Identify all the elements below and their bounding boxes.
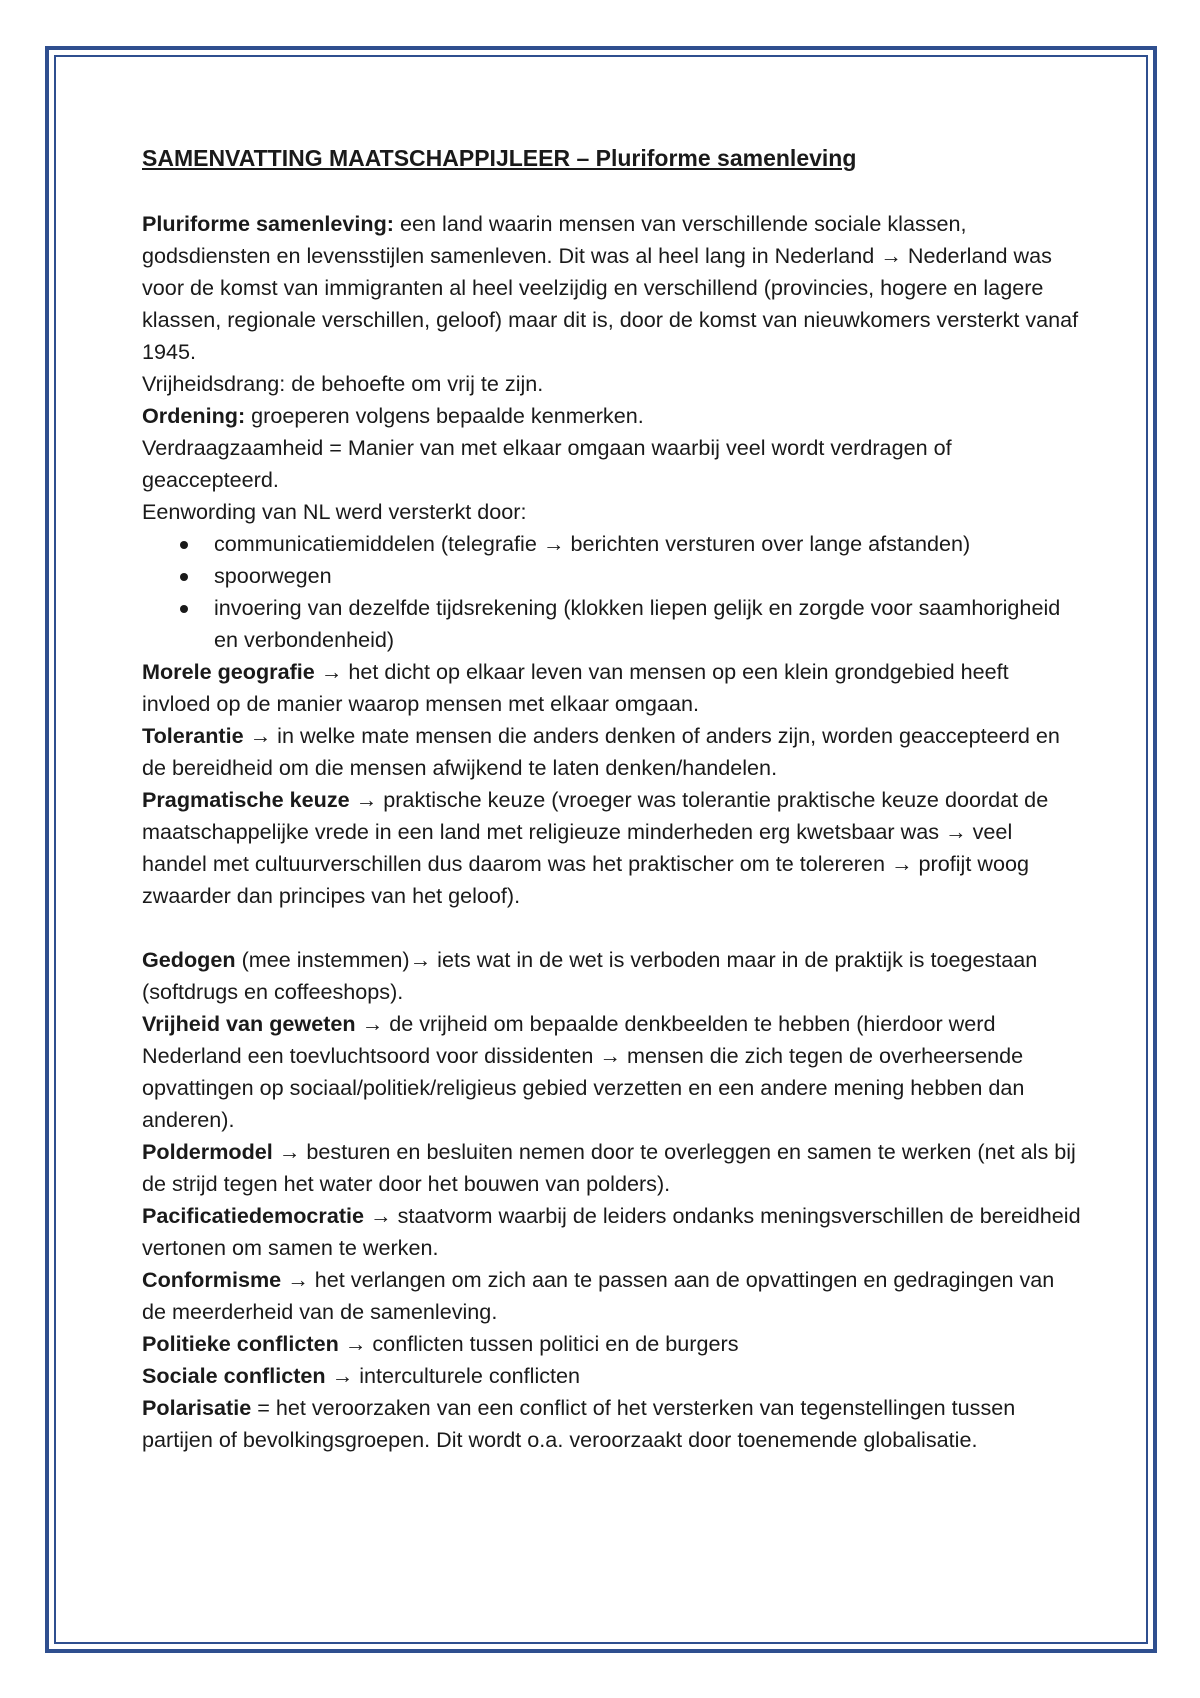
arrow-icon: → — [890, 851, 913, 876]
definition-text: het dicht op elkaar leven van mensen op een klein grondgebied heeft invloed op de manier waarop mensen met elkaar omgaan. — [142, 659, 1009, 716]
arrow-icon: → — [287, 1267, 309, 1292]
arrow-icon: → — [331, 1363, 354, 1388]
definition-text: iets wat in de wet is verboden maar in de praktijk is toegestaan (softdrugs en coffeeshops). — [142, 947, 1038, 1004]
page-title: SAMENVATTING MAATSCHAPPIJLEER – Pluriforme samenleving — [142, 145, 857, 171]
definition-text: mensen die zich tegen de overheersende opvattingen op sociaal/politiek/religieus gebied verzetten en een andere mening hebben dan anderen). — [142, 1043, 1025, 1132]
definition-text: Nederland was voor de komst van immigranten al heel veelzijdig en verschillend (provincies, hogere en lagere klassen, regionale verschillen, geloof) maar dit is, door de komst van nieuwkomers versterkt vanaf 1945. — [142, 243, 1079, 364]
definition-ordening — [142, 400, 1082, 432]
document-body — [142, 140, 1082, 1456]
definition-politieke-conflicten — [142, 1328, 1082, 1360]
definition-vrijheid-van-geweten — [142, 1008, 1082, 1136]
arrow-icon: → — [370, 1203, 392, 1228]
definition-text: conflicten tussen politici en de burgers — [366, 1331, 739, 1356]
definition-pluriforme-samenleving — [142, 208, 1082, 368]
arrow-icon: → — [355, 787, 378, 812]
definition-text: staatvorm waarbij de leiders ondanks meningsverschillen de bereidheid vertonen om samen te werken. — [142, 1203, 1081, 1260]
definition-text: (mee instemmen) — [235, 947, 410, 972]
definition-verdraagzaamheid: Verdraagzaamheid = Manier van met elkaar omgaan waarbij veel wordt verdragen of geaccepteerd. — [142, 435, 952, 492]
definition-text: in welke mate mensen die anders denken of anders zijn, worden geaccepteerd en de bereidheid om die mensen afwijkend te laten denken/handelen. — [142, 723, 1060, 780]
spacer — [142, 912, 1082, 944]
definition-text: het verlangen om zich aan te passen aan de opvattingen en gedragingen van de meerderheid van de samenleving. — [142, 1267, 1055, 1324]
definition-text: de vrijheid om bepaalde denkbeelden te hebben (hierdoor werd Nederland een toevluchtsoord voor dissidenten — [142, 1011, 996, 1068]
definition-sociale-conflicten — [142, 1360, 1082, 1392]
definition-morele-geografie — [142, 656, 1082, 720]
definition-text: besturen en besluiten nemen door te overleggen en samen te werken (net als bij de strijd tegen het water door het bouwen van polders). — [142, 1139, 1076, 1196]
definition-text: groeperen volgens bepaalde kenmerken. — [245, 403, 644, 428]
list-item: spoorwegen — [214, 560, 1082, 592]
definition-poldermodel — [142, 1136, 1082, 1200]
term: Poldermodel — [142, 1139, 273, 1164]
list-item: invoering van dezelfde tijdsrekening (klokken liepen gelijk en zorgde voor saamhorigheid en verbondenheid) — [214, 592, 1082, 656]
definition-text: = het veroorzaken van een conflict of het versterken van tegenstellingen tussen partijen of bevolkingsgroepen. Dit wordt o.a. veroorzaakt door toenemende globalisatie. — [142, 1395, 1016, 1452]
term: Pragmatische keuze — [142, 787, 350, 812]
list-item — [214, 528, 1082, 560]
definition-gedogen — [142, 944, 1082, 1008]
term: Pluriforme samenleving: — [142, 211, 394, 236]
eenwording-intro: Eenwording van NL werd versterkt door: — [142, 499, 527, 524]
arrow-icon: → — [278, 1139, 301, 1164]
arrow-icon: → — [361, 1011, 384, 1036]
definition-pacificatiedemocratie — [142, 1200, 1082, 1264]
definition-conformisme — [142, 1264, 1082, 1328]
definition-pragmatische-keuze — [142, 784, 1082, 912]
term: Conformisme — [142, 1267, 282, 1292]
definition-text: praktische keuze (vroeger was tolerantie praktische keuze doordat de maatschappelijke vrede in een land met religieuze minderheden erg kwetsbaar was — [142, 787, 1049, 844]
definition-text: veel handel met cultuurverschillen dus daarom was het praktischer om te tolereren — [142, 819, 1013, 876]
term: Sociale conflicten — [142, 1363, 326, 1388]
definition-text: profijt woog zwaarder dan principes van het geloof). — [142, 851, 1029, 908]
term: Politieke conflicten — [142, 1331, 339, 1356]
arrow-icon: → — [320, 659, 343, 684]
term: Pacificatiedemocratie — [142, 1203, 365, 1228]
definition-polarisatie — [142, 1392, 1082, 1456]
arrow-icon: → — [599, 1043, 621, 1068]
term: Vrijheid van geweten — [142, 1011, 356, 1036]
definition-tolerantie — [142, 720, 1082, 784]
term: Morele geografie — [142, 659, 315, 684]
arrow-icon: → — [945, 819, 967, 844]
definition-text: interculturele conflicten — [353, 1363, 581, 1388]
arrow-icon: → — [249, 723, 272, 748]
arrow-icon: → — [542, 531, 565, 556]
arrow-icon: → — [880, 243, 902, 268]
definition-text: een land waarin mensen van verschillende sociale klassen, godsdiensten en levensstijlen samenleven. Dit was al heel lang in Nederland — [142, 211, 967, 268]
arrow-icon: → — [344, 1331, 367, 1356]
eenwording-list — [142, 528, 1082, 656]
term: Tolerantie — [142, 723, 244, 748]
arrow-icon: → — [409, 947, 432, 972]
list-item-text: berichten versturen over lange afstanden) — [564, 531, 971, 556]
term: Polarisatie — [142, 1395, 252, 1420]
term: Ordening: — [142, 403, 246, 428]
list-item-text: communicatiemiddelen (telegrafie — [214, 531, 543, 556]
term: Gedogen — [142, 947, 236, 972]
definition-vrijheidsdrang: Vrijheidsdrang: de behoefte om vrij te zijn. — [142, 371, 544, 396]
